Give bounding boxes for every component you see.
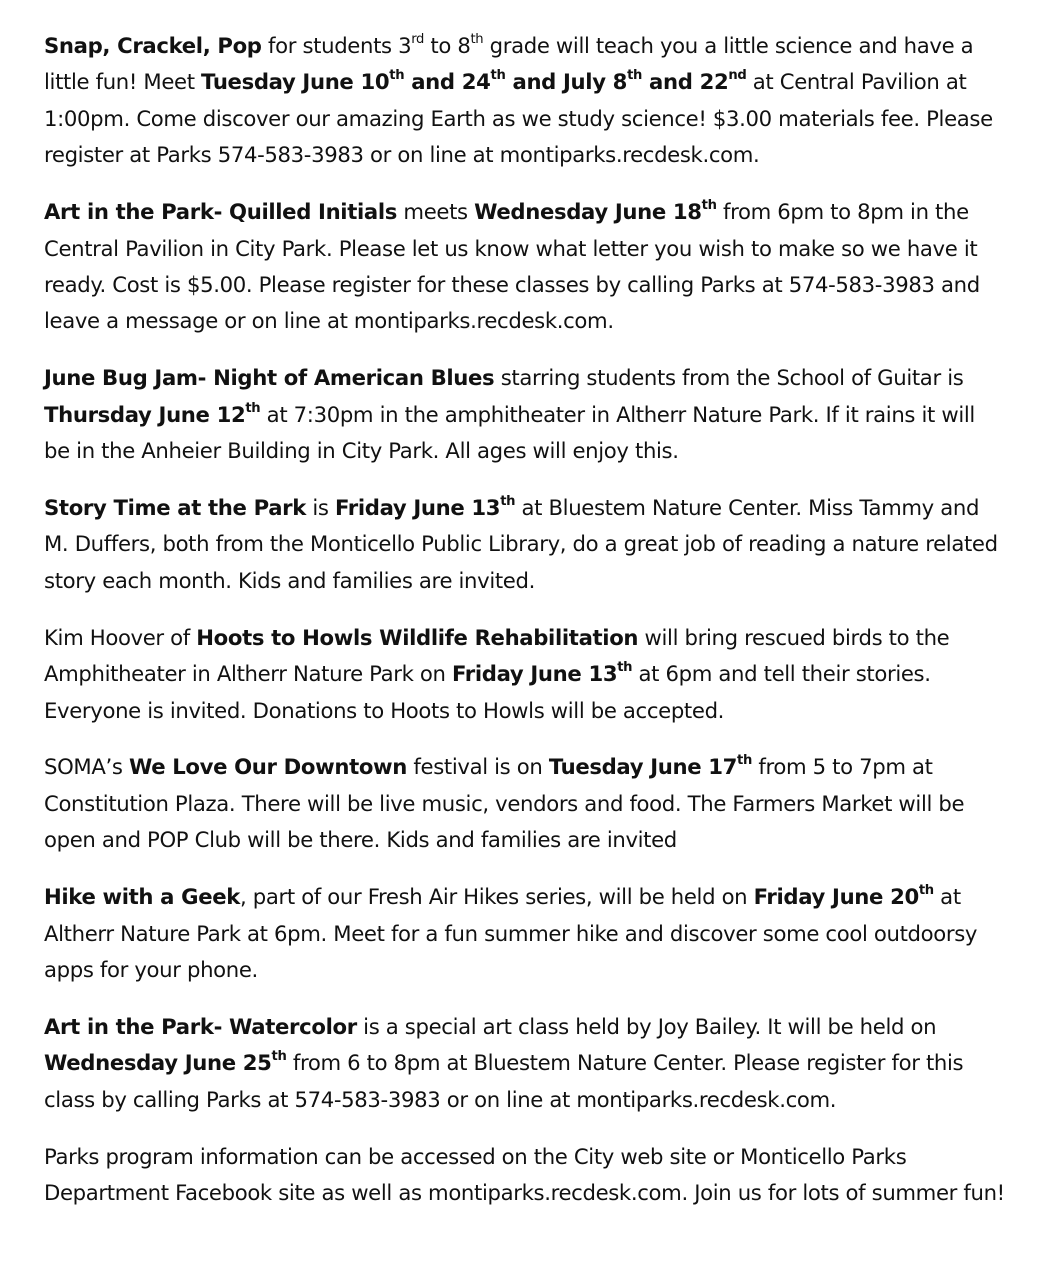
- ordinal-suffix: th: [470, 31, 484, 47]
- bold-text-run: Hike with a Geek: [44, 884, 240, 910]
- ordinal-suffix: th: [389, 68, 405, 84]
- text-run: for students 3: [261, 33, 412, 58]
- bold-text-run: Story Time at the Park: [44, 494, 306, 520]
- bold-text-run: Friday June 13: [452, 661, 618, 687]
- bold-text-run: Friday June 13: [334, 494, 501, 520]
- text-run: will bring rescued birds to the Amphitheater in Altherr Nature Park on: [44, 624, 950, 687]
- text-run: from 6 to 8pm at Bluestem Nature Center. Please register for this class by calling Parks at 574-583-3983 or on line at montiparks.recdesk.com.: [44, 1050, 964, 1112]
- paragraph-snap-crackel-pop: [44, 28, 1006, 174]
- bold-text-run: June Bug Jam- Night of American Blues: [44, 365, 495, 391]
- ordinal-suffix: th: [627, 68, 643, 84]
- bold-text-run: Tuesday June 10: [201, 69, 390, 95]
- text-run: at 6pm and tell their stories. Everyone is invited. Donations to Hoots to Howls will be accepted.: [44, 661, 931, 723]
- bold-text-run: Wednesday June 18: [474, 199, 702, 225]
- paragraph-watercolor: [44, 1009, 1006, 1118]
- bold-text-run: We Love Our Downtown: [128, 754, 408, 780]
- ordinal-suffix: th: [617, 660, 633, 676]
- text-run: to 8: [424, 33, 471, 58]
- paragraph-june-bug-jam: [44, 360, 1006, 469]
- text-run: is: [305, 494, 335, 520]
- text-run: is a special art class held by Joy Bailey. It will be held on: [356, 1013, 937, 1039]
- text-run: grade will teach you a little science and have a little fun! Meet: [44, 33, 974, 95]
- bold-text-run: Hoots to Howls Wildlife Rehabilitation: [196, 624, 639, 650]
- ordinal-suffix: th: [500, 493, 516, 509]
- bold-text-run: Tuesday June 17: [548, 754, 738, 780]
- paragraph-hoots-to-howls: [44, 620, 1006, 729]
- ordinal-suffix: th: [737, 753, 752, 769]
- text-run: at Altherr Nature Park at 6pm. Meet for a fun summer hike and discover some cool outdoorsy apps for your phone.: [44, 884, 978, 982]
- text-run: festival is on: [407, 754, 549, 780]
- text-run: at 7:30pm in the amphitheater in Altherr Nature Park. If it rains it will be in the Anheier Building in City Park. All ages will enjoy this.: [44, 401, 975, 464]
- bold-text-run: Snap, Crackel, Pop: [44, 33, 262, 58]
- text-run: from 5 to 7pm at Constitution Plaza. There will be live music, vendors and food. The Farmers Market will be open and POP Club will be there. Kids and families are invited: [44, 754, 965, 853]
- text-run: from 6pm to 8pm in the Central Pavilion in City Park. Please let us know what letter you wish to make so we have it ready. Cost is $5.00. Please register for these classes by calling Parks at 574-583-3983 and leave a message or on line at montiparks.recdesk.com.: [44, 199, 980, 334]
- bold-text-run: and 22: [642, 69, 729, 95]
- bold-text-run: and July 8: [505, 69, 628, 95]
- bold-text-run: Friday June 20: [753, 884, 919, 910]
- paragraph-program-info: [44, 1139, 1006, 1212]
- ordinal-suffix: th: [918, 883, 934, 899]
- ordinal-suffix: th: [271, 1049, 287, 1065]
- ordinal-suffix: nd: [728, 68, 747, 84]
- paragraph-we-love-our-downtown: [44, 749, 1006, 858]
- bold-text-run: and 24: [404, 69, 491, 95]
- text-run: SOMA’s: [44, 754, 129, 780]
- ordinal-suffix: th: [245, 400, 261, 416]
- ordinal-suffix: rd: [411, 31, 425, 47]
- text-run: at Central Pavilion at 1:00pm. Come discover our amazing Earth as we study science! $3.00 materials fee. Please register at Parks 574-583-3983 or on line at montiparks.recdesk.com.: [44, 69, 993, 168]
- bold-text-run: Art in the Park- Watercolor: [44, 1013, 357, 1039]
- paragraph-hike-with-a-geek: [44, 879, 1006, 988]
- ordinal-suffix: th: [701, 198, 717, 214]
- bold-text-run: Art in the Park- Quilled Initials: [44, 199, 398, 225]
- bold-text-run: Thursday June 12: [44, 401, 246, 427]
- text-run: meets: [397, 199, 475, 225]
- ordinal-suffix: th: [490, 68, 506, 84]
- text-run: at Bluestem Nature Center. Miss Tammy and M. Duffers, both from the Monticello Public Library, do a great job of reading a nature related story each month. Kids and families are invited.: [44, 494, 998, 593]
- bold-text-run: Wednesday June 25: [44, 1050, 272, 1076]
- paragraph-story-time: [44, 490, 1006, 599]
- paragraph-quilled-initials: [44, 194, 1006, 340]
- text-run: , part of our Fresh Air Hikes series, will be held on: [239, 884, 754, 910]
- text-run: Kim Hoover of: [44, 624, 197, 650]
- text-run: starring students from the School of Guitar is: [494, 365, 964, 391]
- text-run: Parks program information can be accessed on the City web site or Monticello Parks Department Facebook site as well as montiparks.recdesk.com. Join us for lots of summer fun!: [44, 1143, 1005, 1205]
